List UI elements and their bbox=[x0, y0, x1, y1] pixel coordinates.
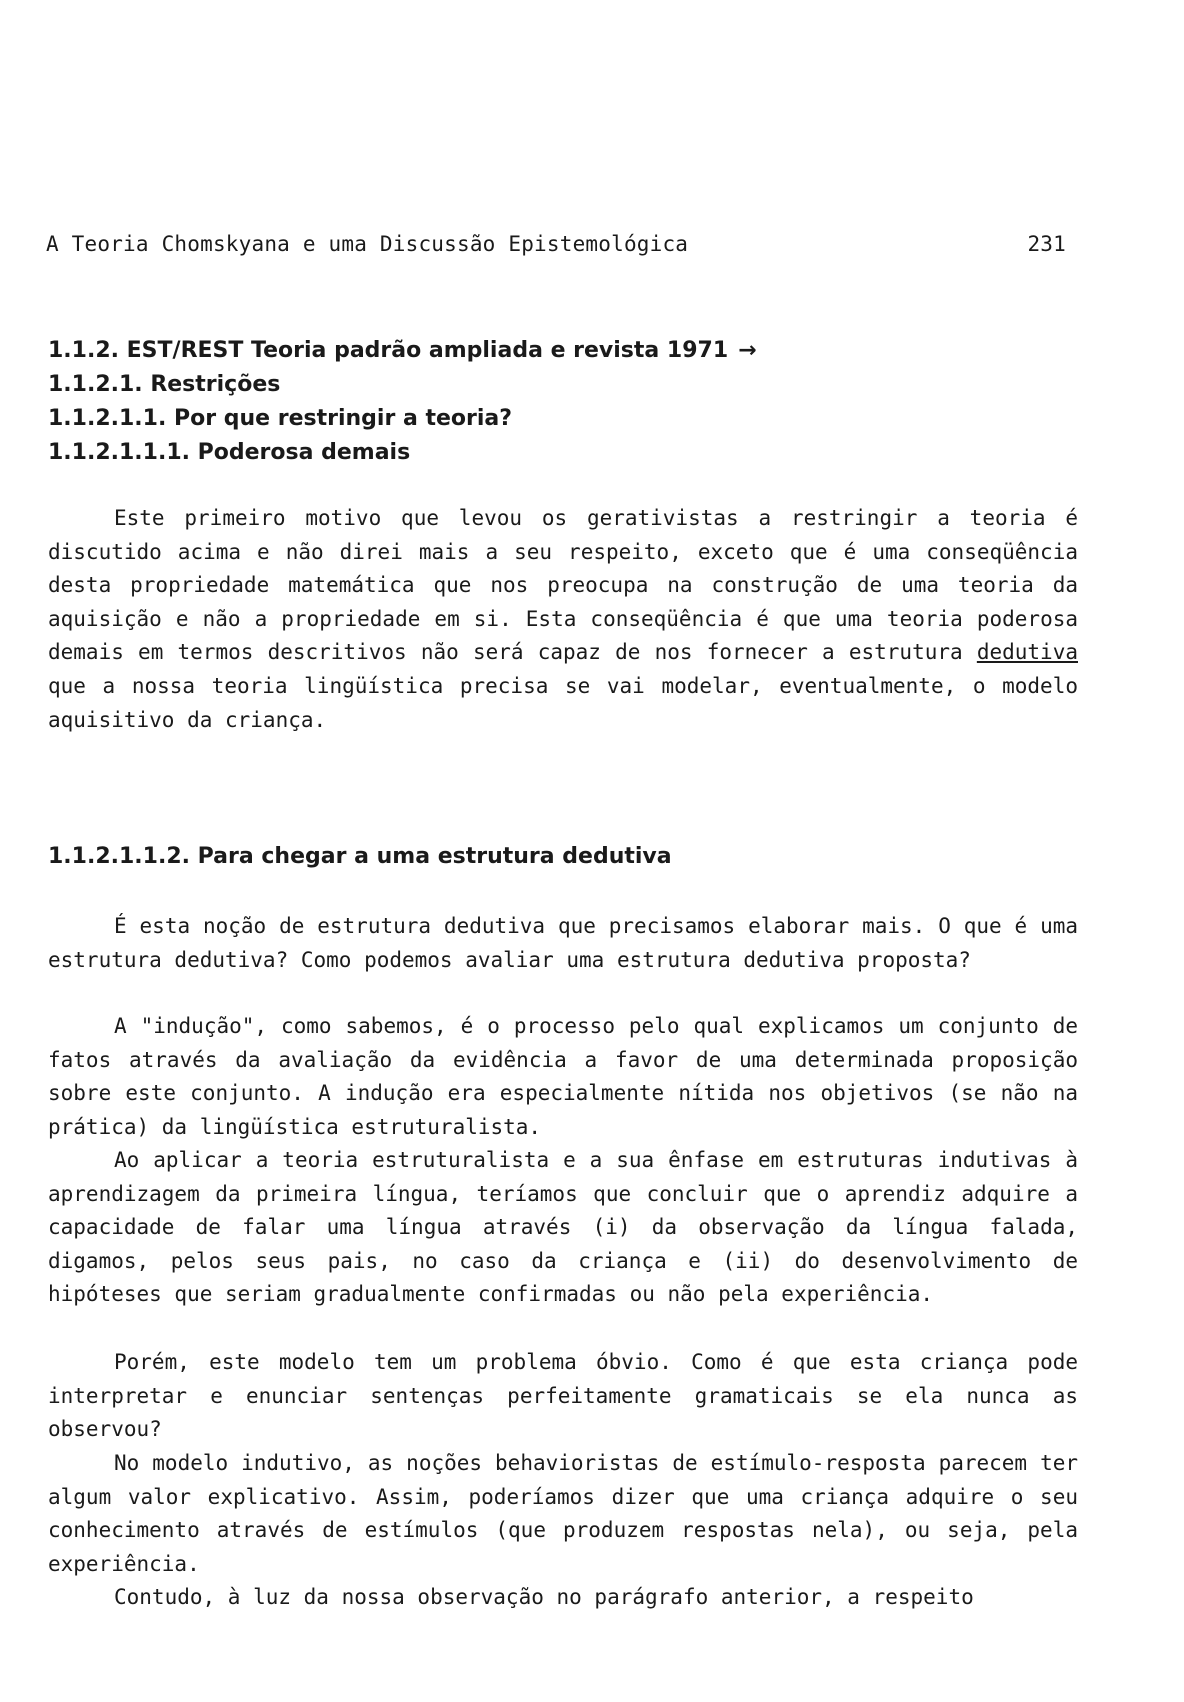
paragraph: Contudo, à luz da nossa observação no parágrafo anterior, a respeito bbox=[114, 1585, 974, 1609]
page-number: 231 bbox=[1027, 232, 1066, 256]
running-title: A Teoria Chomskyana e uma Discussão Epistemológica bbox=[46, 232, 689, 256]
paragraph: Ao aplicar a teoria estruturalista e a sua ênfase em estruturas indutivas à aprendizagem da primeira língua, teríamos que concluir que o aprendiz adquire a capacidade de falar uma língua através (i) da observação da língua falada, digamos, pelos seus pais, no caso da criança e (ii) do desenvolvimento de hipóteses que seriam gradualmente confirmadas ou não pela experiência. bbox=[48, 1148, 1078, 1307]
heading-1-1-2-1-1: 1.1.2.1.1. Por que restringir a teoria? bbox=[48, 406, 513, 431]
paragraph: Porém, este modelo tem um problema óbvio. Como é que esta criança pode interpretar e enunciar sentenças perfeitamente gramaticais se ela nunca as observou? bbox=[48, 1350, 1078, 1442]
arrow-right-icon: → bbox=[738, 338, 757, 363]
paragraph: É esta noção de estrutura dedutiva que precisamos elaborar mais. O que é uma estrutura dedutiva? Como podemos avaliar uma estrutura dedutiva proposta? bbox=[48, 914, 1078, 972]
paragraph-text-before: Este primeiro motivo que levou os gerativistas a restringir a teoria é discutido acima e não direi mais a seu respeito, exceto que é uma conseqüência desta propriedade matemática que nos preocupa na construção de uma teoria da aquisição e não a propriedade em si. Esta conseqüência é que uma teoria poderosa demais em termos descritivos não será capaz de nos fornecer a estrutura bbox=[48, 506, 1078, 665]
heading-1-1-2-1: 1.1.2.1. Restrições bbox=[48, 372, 281, 397]
paragraph: A "indução", como sabemos, é o processo pelo qual explicamos um conjunto de fatos através da avaliação da evidência a favor de uma determinada proposição sobre este conjunto. A indução era especialmente nítida nos objetivos (se não na prática) da lingüística estruturalista. bbox=[48, 1014, 1078, 1139]
heading-1-1-2 bbox=[48, 334, 757, 368]
heading-1-1-2-1-1-2: 1.1.2.1.1.2. Para chegar a uma estrutura dedutiva bbox=[48, 844, 672, 869]
paragraph: No modelo indutivo, as noções behavioristas de estímulo-resposta parecem ter algum valor explicativo. Assim, poderíamos dizer que uma criança adquire o seu conhecimento através de estímulos (que produzem respostas nela), ou seja, pela experiência. bbox=[48, 1451, 1078, 1576]
paragraph-poderosa-demais bbox=[48, 502, 1078, 737]
section-headings bbox=[48, 334, 757, 470]
underlined-word: dedutiva bbox=[976, 640, 1078, 665]
heading-1-1-2-text: 1.1.2. EST/REST Teoria padrão ampliada e revista 1971 bbox=[48, 338, 729, 363]
paragraph-text-after: que a nossa teoria lingüística precisa se vai modelar, eventualmente, o modelo aquisitivo da criança. bbox=[48, 673, 1078, 732]
heading-1-1-2-1-1-1: 1.1.2.1.1.1. Poderosa demais bbox=[48, 440, 411, 465]
